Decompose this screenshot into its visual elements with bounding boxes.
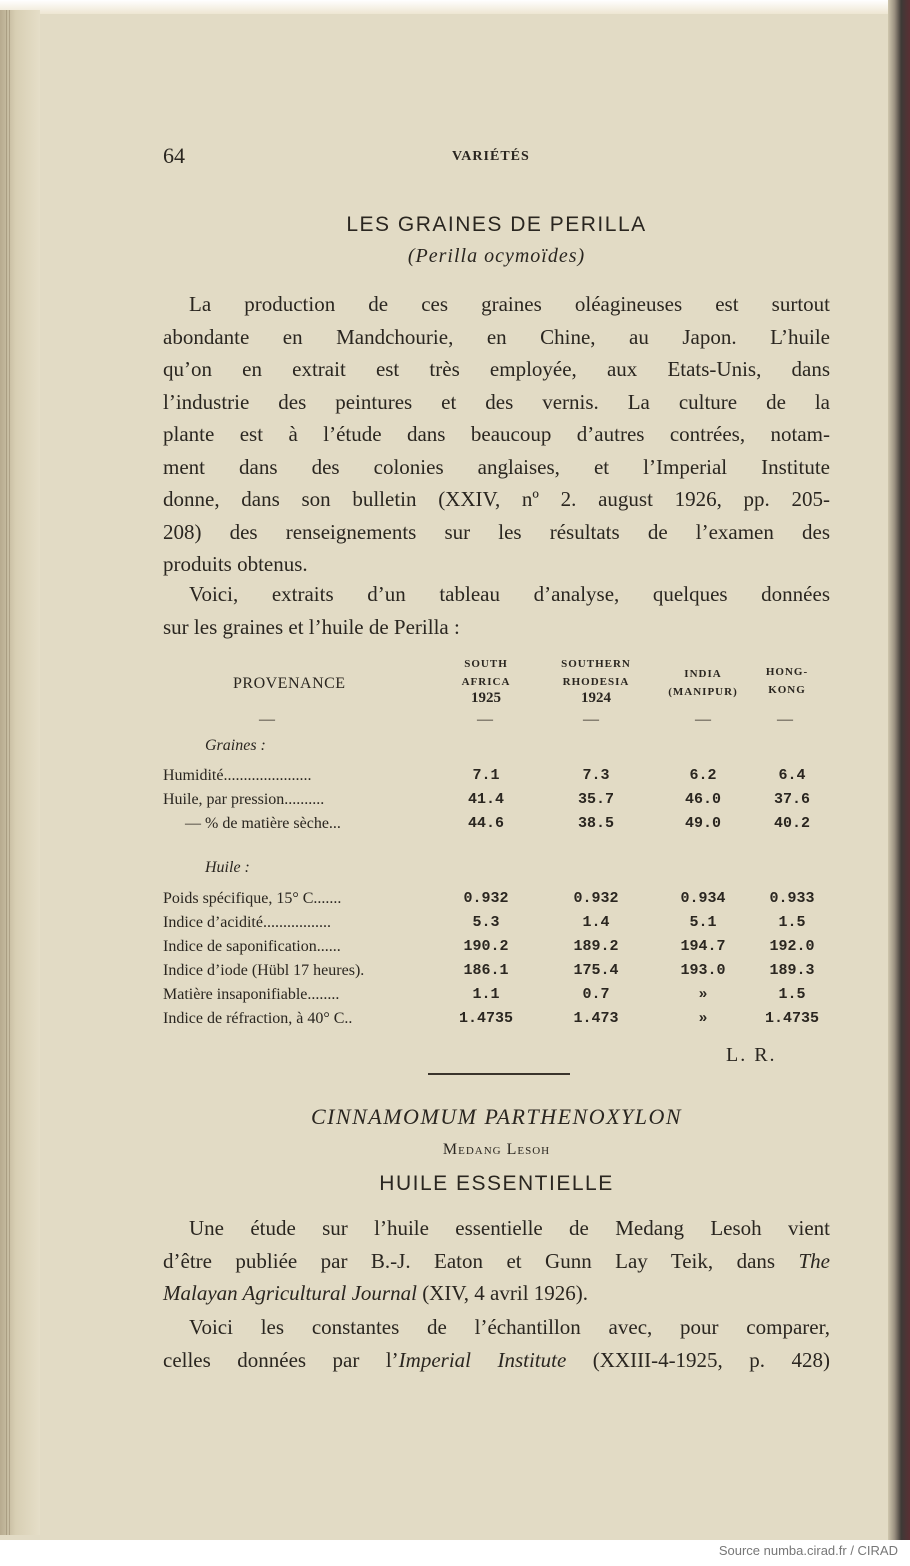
book-cover-edge (888, 0, 910, 1540)
column-header-southern-rhodesia (551, 657, 641, 707)
cell-value: 194.7 (680, 938, 726, 955)
cell-value: 46.0 (684, 791, 721, 808)
cell-value: 175.4 (573, 962, 619, 979)
cell-value: 7.3 (582, 767, 610, 784)
cell-value: 192.0 (769, 938, 815, 955)
text-line: qu’on en extrait est très employée, aux Etats-Unis, dans (163, 357, 830, 381)
cell-value: 189.3 (769, 962, 815, 979)
page-top-edge (0, 0, 910, 14)
table-row (163, 890, 843, 914)
cell-value: 186.1 (463, 962, 509, 979)
column-header-year: 1925 (471, 690, 501, 706)
cell-value: 1.4735 (764, 1010, 819, 1027)
cell-value: 0.932 (573, 890, 619, 907)
cell-value: 0.934 (680, 890, 726, 907)
text-run: (XXIII-4-1925, p. 428) (566, 1347, 830, 1372)
table-row (163, 767, 843, 791)
intro-paragraph (163, 288, 830, 581)
text-line: produits obtenus. (163, 552, 308, 576)
second-article-heading: HUILE ESSENTIELLE (379, 1172, 614, 1195)
text-line: sur les graines et l’huile de Perilla : (163, 614, 460, 639)
author-initials: L. R. (726, 1044, 777, 1066)
text-run: (XIV, 4 avril 1926). (416, 1281, 589, 1305)
row-label: Indice d’iode (Hübl 17 heures). (163, 962, 365, 979)
study-paragraph (163, 1212, 830, 1310)
text-line: abondante en Mandchourie, en Chine, au Japon. L’huile (163, 324, 830, 349)
text-line: donne, dans son bulletin (XXIV, nº 2. august 1926, pp. 205- (163, 487, 830, 511)
journal-name: Malayan Agricultural Journal (163, 1281, 417, 1305)
text-run: d’être publiée par B.-J. Eaton et Gunn Lay Teik, dans (163, 1248, 799, 1273)
text-line (163, 1277, 830, 1310)
text-line (163, 1245, 830, 1278)
cell-value: 44.6 (467, 815, 504, 832)
header-dash: — (477, 711, 493, 728)
cell-value: 0.7 (582, 986, 610, 1003)
text-line: ment dans des colonies anglaises, et l’Imperial Institute (163, 454, 830, 479)
column-header-year: 1924 (581, 690, 611, 706)
table-row (163, 986, 843, 1010)
row-label: Indice d’acidité................. (163, 914, 331, 931)
constants-paragraph (163, 1311, 830, 1376)
cell-value: 6.2 (689, 767, 717, 784)
institute-name: Imperial Institute (398, 1347, 567, 1372)
table-row (163, 938, 843, 962)
cell-value: 1.1 (472, 986, 500, 1003)
text-line: plante est à l’étude dans beaucoup d’autres contrées, notam- (163, 422, 830, 446)
column-header-line: INDIA (684, 668, 722, 680)
section-label-huile: Huile : (205, 859, 250, 876)
cell-value: 37.6 (773, 791, 810, 808)
cell-value: 1.5 (778, 986, 806, 1003)
header-dash: — (259, 711, 275, 728)
cell-value: 193.0 (680, 962, 726, 979)
second-article-title: CINNAMOMUM PARTHENOXYLON (310, 1104, 683, 1129)
cell-value: 5.1 (689, 914, 717, 931)
cell-value: 189.2 (573, 938, 619, 955)
column-header-line: RHODESIA (562, 676, 630, 688)
column-header-line: KONG (768, 684, 806, 696)
provenance-header: PROVENANCE (233, 675, 346, 692)
text-line: Voici, extraits d’un tableau d’analyse, quelques données (189, 582, 830, 606)
cell-value: 1.473 (573, 1010, 619, 1027)
journal-name-part: The (798, 1248, 830, 1273)
cell-value: 190.2 (463, 938, 509, 955)
table-row (163, 962, 843, 986)
running-head: VARIÉTÉS (452, 149, 530, 164)
row-label: Indice de réfraction, à 40° C.. (163, 1010, 353, 1027)
row-label: Matière insaponifiable........ (163, 986, 340, 1003)
cell-value: 35.7 (577, 791, 614, 808)
article-title: LES GRAINES DE PERILLA (346, 213, 647, 236)
article-subtitle: (Perilla ocymoïdes) (407, 245, 586, 267)
column-header-line: AFRICA (461, 676, 511, 688)
column-header-india (658, 667, 748, 699)
row-label: Humidité...................... (163, 767, 312, 784)
cell-value: 1.5 (778, 914, 806, 931)
book-spine-edge (0, 10, 40, 1535)
cell-value: 49.0 (684, 815, 721, 832)
page-number: 64 (163, 143, 185, 168)
column-header-line: SOUTHERN (561, 658, 631, 670)
header-dash: — (695, 711, 711, 728)
cell-value: 5.3 (472, 914, 500, 931)
column-header-hong-kong (752, 665, 822, 697)
source-credit: Source numba.cirad.fr / CIRAD (718, 1543, 898, 1558)
cell-value: 38.5 (577, 815, 614, 832)
column-header-line: (MANIPUR) (668, 686, 738, 698)
text-line: l’industrie des peintures et des vernis. La culture de la (163, 389, 830, 414)
section-label-graines: Graines : (205, 737, 266, 754)
row-label: Huile, par pression.......... (163, 791, 325, 808)
text-run: celles données par l’ (163, 1347, 399, 1372)
cell-value: 1.4735 (458, 1010, 513, 1027)
cell-value: 41.4 (467, 791, 504, 808)
row-label: — % de matière sèche... (185, 815, 341, 832)
table-row (163, 914, 843, 938)
text-line: Voici les constantes de l’échantillon avec, pour comparer, (189, 1315, 830, 1339)
cell-value: » (698, 1010, 708, 1027)
row-label: Poids spécifique, 15° C....... (163, 890, 342, 907)
text-line (163, 1344, 830, 1377)
cell-value: 7.1 (472, 767, 500, 784)
column-header-south-africa (446, 657, 526, 707)
table-row (163, 1010, 843, 1034)
table-intro-paragraph (163, 578, 830, 643)
cell-value: » (698, 986, 708, 1003)
header-dash: — (777, 711, 793, 728)
table-row (163, 791, 843, 815)
cell-value: 6.4 (778, 767, 806, 784)
header-dash: — (583, 711, 599, 728)
section-divider (428, 1073, 570, 1075)
second-article-subtitle: Medang Lesoh (442, 1141, 551, 1158)
cell-value: 1.4 (582, 914, 610, 931)
cell-value: 0.932 (463, 890, 509, 907)
column-header-line: SOUTH (464, 658, 508, 670)
cell-value: 40.2 (773, 815, 810, 832)
row-label: Indice de saponification...... (163, 938, 341, 955)
cell-value: 0.933 (769, 890, 815, 907)
text-line: Une étude sur l’huile essentielle de Medang Lesoh vient (189, 1216, 830, 1240)
table-row (163, 815, 843, 839)
text-line: 208) des renseignements sur les résultats de l’examen des (163, 519, 830, 544)
column-header-line: HONG- (765, 666, 809, 678)
text-line: La production de ces graines oléagineuses est surtout (189, 292, 830, 316)
